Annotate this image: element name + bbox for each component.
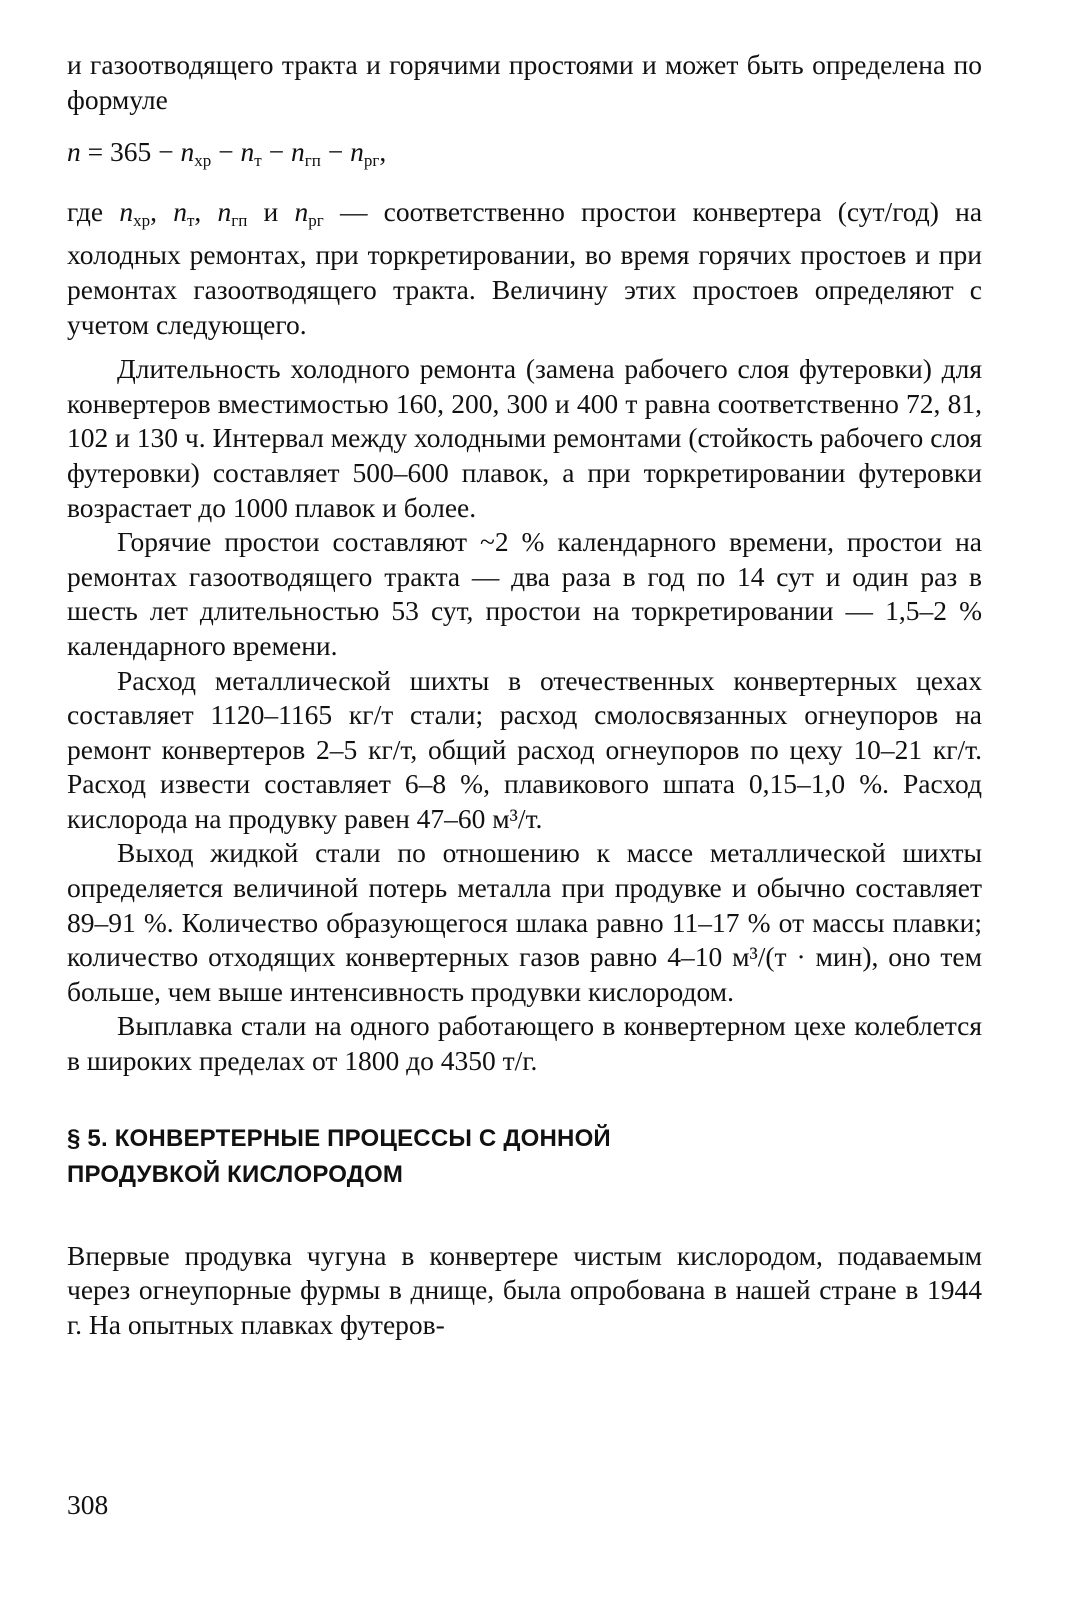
page-number: 308 <box>67 1489 109 1520</box>
formula-n: n <box>67 136 81 168</box>
paragraph-cold-repair: Длительность холодного ремонта (замена рабочего слоя футеровки) для конвертеров вместимостью 160, 200, 300 и 400 т равна соответственно 72, 81, 102 и 130 ч. Интервал между холодными ремонтами (стойкость рабочего слоя футеровки) составляет 500–600 плавок, а при торкретировании футеровки возрастает до 1000 плавок и более. <box>67 353 982 523</box>
section-heading-line-1: § 5. КОНВЕРТЕРНЫЕ ПРОЦЕССЫ С ДОННОЙ <box>67 1124 611 1152</box>
page-content <box>67 48 982 1342</box>
formula-explanation: где $n_{хр}$, $n_т$, $n_{гп}$ и $n_{рг}$ — соответственно простои конвертера (сут/год) на холодных ремонтах, при торкретировании, во время горячих простоев и при ремонтах газоотводящего тракта. Величину этих простоев определяют с учетом следующего. <box>67 195 983 340</box>
paragraph-hot-downtime: Горячие простои составляют ~2 % календарного времени, простои на ремонтах газоотводящего тракта — два раза в год по 14 сут и один раз в шесть лет длительностью 53 сут, простои на торкретировании — 1,5–2 % календарного времени. <box>67 526 982 661</box>
formula: $n = 365 - n_{хр} - n_т - n_{гп} - n_{рг}$, <box>67 136 387 171</box>
paragraph-consumption: Расход металлической шихты в отечественных конвертерных цехах составляет 1120–1165 кг/т стали; расход смолосвязанных огнеупоров на ремонт конвертеров 2–5 кг/т, общий расход огнеупоров по цеху 10–21 кг/т. Расход извести составляет 6–8 %, плавикового шпата 0,15–1,0 %. Расход кислорода на продувку равен 47–60 м³/т. <box>67 664 982 834</box>
intro-text: и газоотводящего тракта и горячими простоями и может быть определена по формуле <box>67 49 982 115</box>
paragraph-steel-yield: Выход жидкой стали по отношению к массе металлической шихты определяется величиной потерь металла при продувке и обычно составляет 89–91 %. Количество образующегося шлака равно 11–17 % от массы плавки; количество отходящих конвертерных газов равно 4–10 м³/(т · мин), оно тем больше, чем выше интенсивность продувки кислородом. <box>67 837 982 1007</box>
section-heading-line-2: ПРОДУВКОЙ КИСЛОРОДОМ <box>67 1160 404 1188</box>
section-heading <box>67 1121 982 1193</box>
paragraph-productivity: Выплавка стали на одного работающего в конвертерном цехе колеблется в широких пределах от 1800 до 4350 т/г. <box>67 1010 982 1077</box>
paragraph-bottom-blowing: Впервые продувка чугуна в конвертере чистым кислородом, подаваемым через огнеупорные фурмы в днище, была опробована в нашей стране в 1944 г. На опытных плавках футеров- <box>67 1239 982 1340</box>
